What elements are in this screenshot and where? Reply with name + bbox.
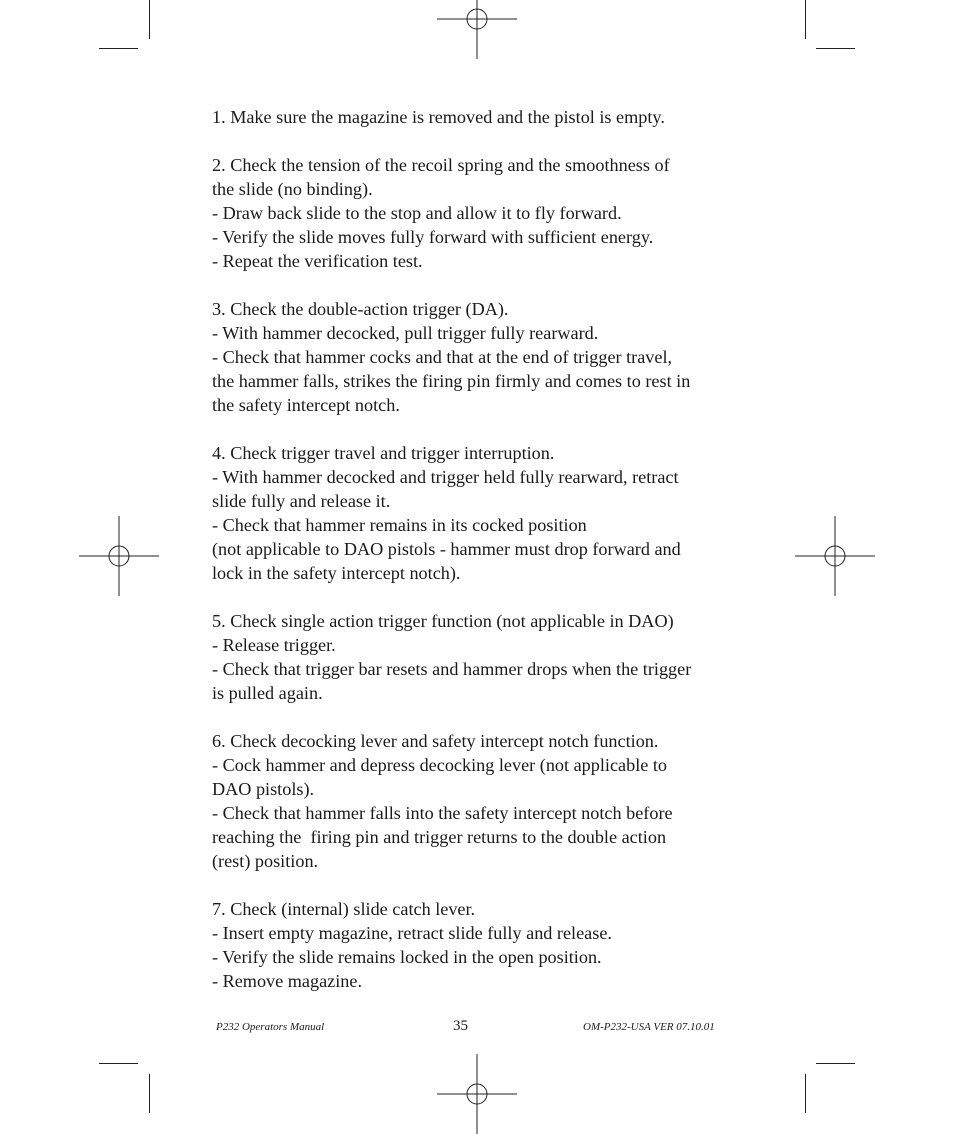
step-6-line: 6. Check decocking lever and safety intercept notch function. (212, 731, 659, 751)
step-4-line: - With hammer decocked and trigger held fully rearward, retract (212, 467, 679, 487)
step-4-line: slide fully and release it. (212, 491, 391, 511)
crop-mark-top-left-vertical (149, 0, 150, 39)
step-1-line: 1. Make sure the magazine is removed and the pistol is empty. (212, 107, 665, 127)
step-3-line: 3. Check the double-action trigger (DA). (212, 299, 509, 319)
step-3-line: the hammer falls, strikes the firing pin firmly and comes to rest in (212, 371, 691, 391)
step-6-line: - Cock hammer and depress decocking lever (not applicable to (212, 755, 668, 775)
registration-mark-bottom-icon (437, 1054, 517, 1134)
step-5-line: 5. Check single action trigger function (not applicable in DAO) (212, 611, 674, 631)
step-3-line: - With hammer decocked, pull trigger fully rearward. (212, 323, 599, 343)
crop-mark-bottom-left-horizontal (99, 1063, 138, 1064)
step-2-line: - Draw back slide to the stop and allow it to fly forward. (212, 203, 622, 223)
step-6-line: - Check that hammer falls into the safety intercept notch before (212, 803, 673, 823)
footer-manual-title: P232 Operators Manual (216, 1021, 325, 1033)
step-7-line: - Remove magazine. (212, 971, 362, 991)
step-7 (212, 897, 757, 993)
crop-mark-top-left-horizontal (99, 48, 138, 49)
registration-mark-right-icon (795, 516, 875, 596)
step-4-line: 4. Check trigger travel and trigger interruption. (212, 443, 555, 463)
step-3-line: - Check that hammer cocks and that at the end of trigger travel, (212, 347, 673, 367)
registration-mark-top-icon (437, 0, 517, 59)
step-6-line: (rest) position. (212, 851, 319, 871)
step-7-line: - Insert empty magazine, retract slide fully and release. (212, 923, 612, 943)
crop-mark-top-right-vertical (805, 0, 806, 39)
step-2-line: - Repeat the verification test. (212, 251, 423, 271)
crop-mark-bottom-right-horizontal (816, 1063, 855, 1064)
step-6-line: DAO pistols). (212, 779, 315, 799)
footer-version: OM-P232-USA VER 07.10.01 (583, 1021, 715, 1033)
step-3-line: the safety intercept notch. (212, 395, 400, 415)
step-7-line: 7. Check (internal) slide catch lever. (212, 899, 476, 919)
crop-mark-top-right-horizontal (816, 48, 855, 49)
step-5-line: - Release trigger. (212, 635, 336, 655)
page-number: 35 (453, 1018, 468, 1034)
step-6-line: reaching the firing pin and trigger returns to the double action (212, 827, 667, 847)
step-2-line: - Verify the slide moves fully forward with sufficient energy. (212, 227, 654, 247)
crop-mark-bottom-left-vertical (149, 1074, 150, 1113)
step-2 (212, 153, 757, 273)
step-2-line: the slide (no binding). (212, 179, 373, 199)
step-5-line: is pulled again. (212, 683, 323, 703)
step-5 (212, 609, 757, 705)
step-2-line: 2. Check the tension of the recoil spring and the smoothness of (212, 155, 670, 175)
step-4-line: (not applicable to DAO pistols - hammer must drop forward and (212, 539, 681, 559)
step-4-line: - Check that hammer remains in its cocked position (212, 515, 587, 535)
step-4 (212, 441, 757, 585)
instructions-body (212, 105, 757, 993)
step-3 (212, 297, 757, 417)
step-7-line: - Verify the slide remains locked in the open position. (212, 947, 602, 967)
step-1 (212, 105, 757, 129)
step-4-line: lock in the safety intercept notch). (212, 563, 461, 583)
step-6 (212, 729, 757, 873)
crop-mark-bottom-right-vertical (805, 1074, 806, 1113)
registration-mark-left-icon (79, 516, 159, 596)
step-5-line: - Check that trigger bar resets and hammer drops when the trigger (212, 659, 692, 679)
